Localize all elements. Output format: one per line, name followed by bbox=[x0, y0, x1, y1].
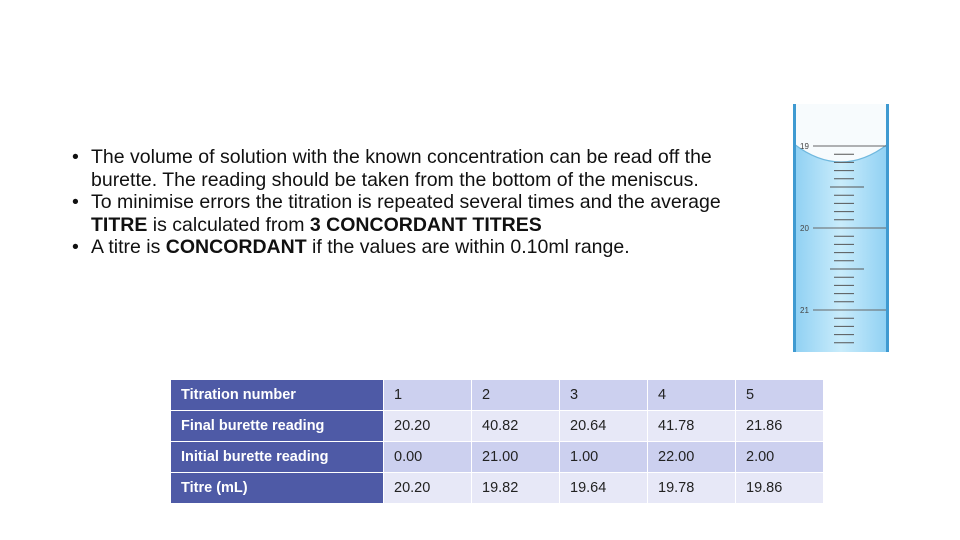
table-cell-final-reading-4: 41.78 bbox=[648, 411, 736, 442]
table-cell-titre-3: 19.64 bbox=[560, 473, 648, 504]
table-cell-initial-reading-3: 1.00 bbox=[560, 442, 648, 473]
table-cell-titration-number-2: 2 bbox=[472, 380, 560, 411]
table-cell-titre-1: 20.20 bbox=[384, 473, 472, 504]
table-cell-final-reading-5: 21.86 bbox=[736, 411, 824, 442]
scale-label-20: 20 bbox=[800, 224, 809, 233]
bullet-item-repeat bbox=[72, 191, 752, 236]
table-cell-titre-2: 19.82 bbox=[472, 473, 560, 504]
scale-label-19: 19 bbox=[800, 142, 809, 151]
table-cell-initial-reading-2: 21.00 bbox=[472, 442, 560, 473]
bullet-text-reading: The volume of solution with the known concentration can be read off the burette. The reading should be taken from the bottom of the meniscus. bbox=[91, 146, 712, 191]
table-cell-titre-5: 19.86 bbox=[736, 473, 824, 504]
bullet-list bbox=[72, 146, 752, 259]
table-cell-initial-reading-1: 0.00 bbox=[384, 442, 472, 473]
term-titre: TITRE bbox=[91, 213, 148, 236]
titration-table-body bbox=[171, 380, 824, 504]
table-row-initial-reading bbox=[171, 442, 824, 473]
bullet-item-concordant bbox=[72, 236, 752, 259]
table-cell-titration-number-1: 1 bbox=[384, 380, 472, 411]
table-cell-titration-number-4: 4 bbox=[648, 380, 736, 411]
table-row-final-reading bbox=[171, 411, 824, 442]
titration-results-table bbox=[171, 380, 824, 504]
bullet-text-repeat-2: is calculated from bbox=[147, 213, 310, 236]
burette-wall-left bbox=[793, 104, 796, 352]
table-cell-final-reading-3: 20.64 bbox=[560, 411, 648, 442]
burette-liquid bbox=[794, 144, 888, 352]
term-concordant: CONCORDANT bbox=[165, 236, 307, 258]
table-cell-titre-4: 19.78 bbox=[648, 473, 736, 504]
burette-illustration bbox=[782, 100, 900, 356]
table-cell-initial-reading-4: 22.00 bbox=[648, 442, 736, 473]
row-label-titre: Titre (mL) bbox=[171, 473, 384, 504]
table-cell-titration-number-3: 3 bbox=[560, 380, 648, 411]
bullet-text-concordant-1: A titre is bbox=[91, 236, 166, 258]
scale-label-21: 21 bbox=[800, 306, 809, 315]
bullet-item-reading bbox=[72, 146, 752, 191]
table-cell-final-reading-1: 20.20 bbox=[384, 411, 472, 442]
table-cell-initial-reading-5: 2.00 bbox=[736, 442, 824, 473]
table-cell-final-reading-2: 40.82 bbox=[472, 411, 560, 442]
burette-wall-right bbox=[886, 104, 889, 352]
table-row-titration-number bbox=[171, 380, 824, 411]
table-row-titre bbox=[171, 473, 824, 504]
bullet-text-concordant-2: if the values are within 0.10ml range. bbox=[306, 236, 630, 258]
term-concordant-titres: 3 CONCORDANT TITRES bbox=[309, 213, 542, 236]
row-label-final-reading: Final burette reading bbox=[171, 411, 384, 442]
row-label-initial-reading: Initial burette reading bbox=[171, 442, 384, 473]
row-label-titration-number: Titration number bbox=[171, 380, 384, 411]
table-cell-titration-number-5: 5 bbox=[736, 380, 824, 411]
bullet-text-repeat-1: To minimise errors the titration is repeated several times and the average bbox=[91, 191, 721, 213]
